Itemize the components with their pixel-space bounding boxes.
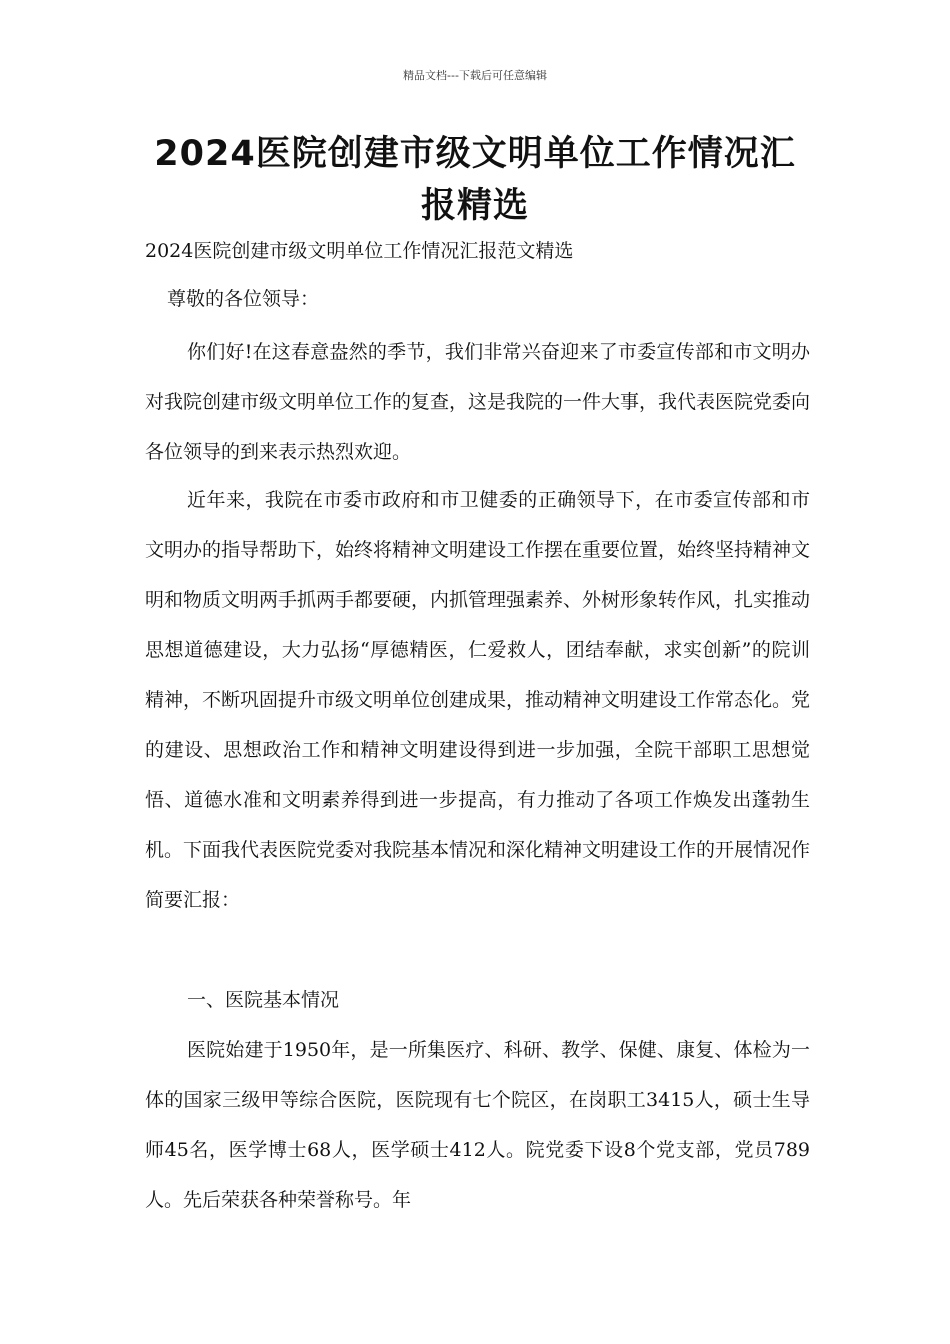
document-title: 2024医院创建市级文明单位工作情况汇报精选 — [154, 134, 796, 226]
document-subtitle: 2024医院创建市级文明单位工作情况汇报范文精选 — [145, 240, 574, 262]
greeting: 尊敬的各位领导： — [167, 288, 320, 310]
paragraph-hospital-info: 医院始建于1950年，是一所集医疗、科研、教学、保健、康复、体检为一体的国家三级甲等综合医院，医院现有七个院区，在岗职工3415人，硕士生导师45名，医学博士68人，医学硕士412人。院党委下设8个党支部，党员789人。先后荣获各种荣誉称号。年 — [145, 1039, 810, 1211]
paragraph-welcome: 你们好!在这春意盎然的季节，我们非常兴奋迎来了市委宣传部和市文明办对我院创建市级文明单位工作的复查，这是我院的一件大事，我代表医院党委向各位领导的到来表示热烈欢迎。 — [145, 341, 811, 463]
paragraph-overview: 近年来，我院在市委市政府和市卫健委的正确领导下，在市委宣传部和市文明办的指导帮助下，始终将精神文明建设工作摆在重要位置，始终坚持精神文明和物质文明两手抓两手都要硬，内抓管理强素养、外树形象转作风，扎实推动思想道德建设，大力弘扬“厚德精医，仁爱救人，团结奉献，求实创新”的院训精神，不断巩固提升市级文明单位创建成果，推动精神文明建设工作常态化。党的建设、思想政治工作和精神文明建设得到进一步加强，全院干部职工思想觉悟、道德水准和文明素养得到进一步提高，有力推动了各项工作焕发出蓬勃生机。下面我代表医院党委对我院基本情况和深化精神文明建设工作的开展情况作简要汇报： — [145, 489, 811, 911]
section-heading-basic-info: 一、医院基本情况 — [187, 989, 340, 1011]
page-header: 精品文档---下载后可任意编辑 — [403, 69, 547, 82]
